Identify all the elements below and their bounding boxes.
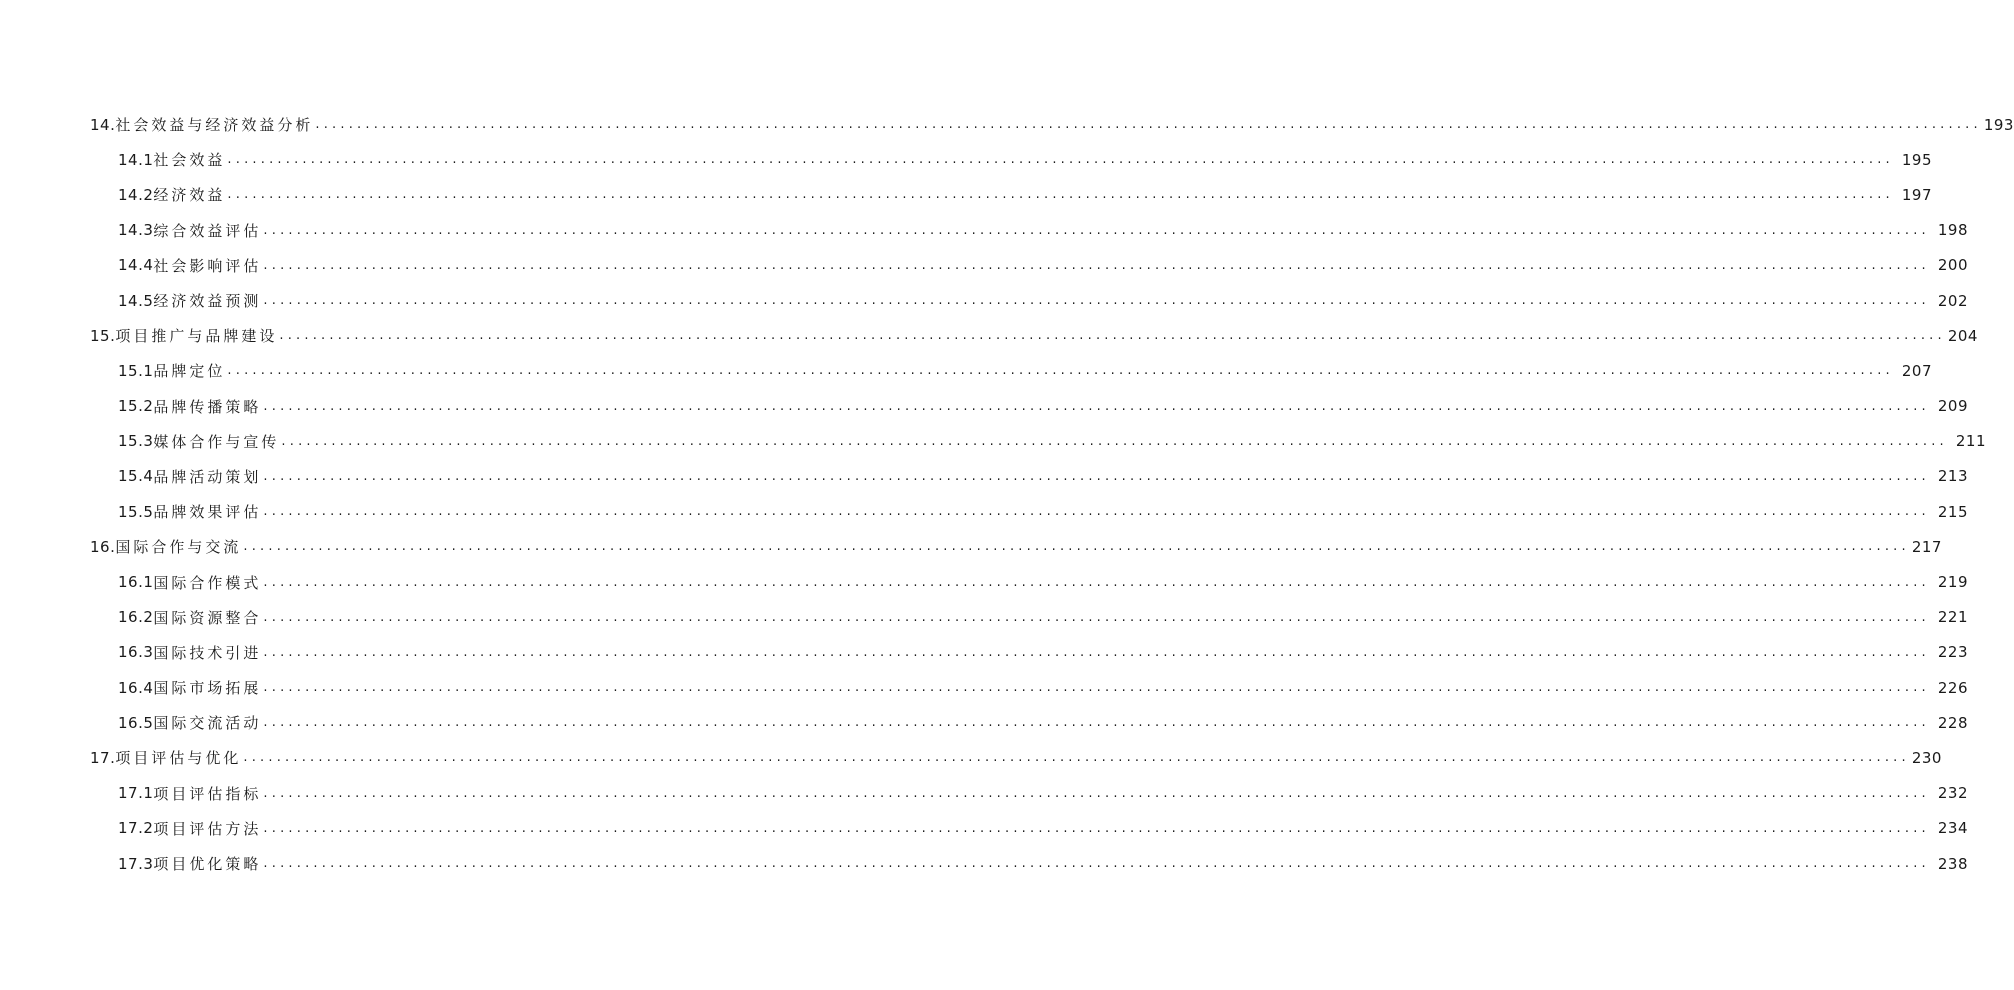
- toc-entry-page-number: 215: [1937, 502, 1969, 521]
- toc-section-entry[interactable]: [0, 353, 1933, 388]
- toc-chapter-entry[interactable]: [0, 740, 1942, 775]
- toc-entry-number: 17.2: [118, 819, 154, 838]
- toc-entry-number: 15.: [90, 326, 116, 345]
- toc-dot-leader: ........................................................................................................................................................................................................: [243, 539, 1910, 555]
- toc-dot-leader: ........................................................................................................................................................................................................: [263, 644, 1930, 660]
- toc-dot-leader: ........................................................................................................................................................................................................: [263, 715, 1930, 731]
- toc-entry-number: 14.4: [118, 256, 154, 275]
- toc-entry-page-number: 230: [1911, 748, 1942, 767]
- toc-entry-page-number: 202: [1937, 291, 1969, 310]
- toc-entry-number: 14.: [90, 115, 116, 134]
- toc-entry-title: 国际合作模式: [153, 573, 262, 592]
- toc-entry-page-number: 200: [1937, 256, 1969, 275]
- toc-dot-leader: ........................................................................................................................................................................................................: [281, 433, 1948, 449]
- toc-entry-number: 16.3: [118, 643, 154, 662]
- toc-chapter-entry[interactable]: [0, 107, 2014, 142]
- toc-entry-title: 国际资源整合: [153, 608, 262, 627]
- toc-dot-leader: ........................................................................................................................................................................................................: [263, 574, 1930, 590]
- toc-entry-page-number: 219: [1937, 573, 1969, 592]
- toc-dot-leader: ........................................................................................................................................................................................................: [227, 152, 1894, 168]
- toc-dot-leader: ........................................................................................................................................................................................................: [263, 468, 1930, 484]
- toc-dot-leader: ........................................................................................................................................................................................................: [263, 293, 1930, 309]
- toc-entry-page-number: 204: [1947, 326, 1978, 345]
- toc-entry-page-number: 217: [1911, 537, 1942, 556]
- toc-entry-title: 经济效益预测: [153, 292, 262, 311]
- toc-entry-page-number: 195: [1901, 150, 1933, 169]
- toc-entry-number: 15.2: [118, 397, 154, 416]
- toc-section-entry[interactable]: [0, 459, 1969, 494]
- toc-dot-leader: ........................................................................................................................................................................................................: [263, 398, 1930, 414]
- toc-entry-number: 16.2: [118, 608, 154, 627]
- toc-dot-leader: ........................................................................................................................................................................................................: [263, 820, 1930, 836]
- toc-entry-number: 15.1: [118, 361, 154, 380]
- toc-entry-number: 14.1: [118, 150, 154, 169]
- toc-entry-page-number: 234: [1937, 819, 1969, 838]
- toc-section-entry[interactable]: [0, 564, 1969, 599]
- toc-section-entry[interactable]: [0, 283, 1969, 318]
- toc-entry-title: 国际市场拓展: [153, 679, 262, 698]
- toc-section-entry[interactable]: [0, 635, 1969, 670]
- toc-entry-page-number: 198: [1937, 221, 1969, 240]
- toc-entry-number: 14.3: [118, 221, 154, 240]
- toc-entry-title: 项目评估与优化: [115, 749, 242, 768]
- toc-entry-number: 15.5: [118, 502, 154, 521]
- toc-entry-title: 品牌活动策划: [153, 467, 262, 486]
- toc-dot-leader: ........................................................................................................................................................................................................: [243, 750, 1910, 766]
- toc-entry-title: 项目评估方法: [153, 819, 262, 838]
- toc-section-entry[interactable]: [0, 600, 1969, 635]
- toc-entry-number: 15.3: [118, 432, 154, 451]
- toc-dot-leader: ........................................................................................................................................................................................................: [263, 609, 1930, 625]
- toc-entry-title: 品牌定位: [153, 362, 226, 381]
- toc-dot-leader: ........................................................................................................................................................................................................: [263, 222, 1930, 238]
- toc-dot-leader: ........................................................................................................................................................................................................: [279, 328, 1946, 344]
- toc-section-entry[interactable]: [0, 142, 1933, 177]
- toc-entry-title: 品牌传播策略: [153, 397, 262, 416]
- toc-dot-leader: ........................................................................................................................................................................................................: [263, 504, 1930, 520]
- toc-section-entry[interactable]: [0, 846, 1969, 881]
- toc-dot-leader: ........................................................................................................................................................................................................: [315, 117, 1982, 133]
- toc-entry-page-number: 209: [1937, 397, 1969, 416]
- toc-entry-number: 16.1: [118, 573, 154, 592]
- toc-entry-page-number: 213: [1937, 467, 1969, 486]
- toc-section-entry[interactable]: [0, 248, 1969, 283]
- table-of-contents: [0, 107, 2014, 881]
- toc-entry-page-number: 211: [1955, 432, 1987, 451]
- toc-dot-leader: ........................................................................................................................................................................................................: [263, 257, 1930, 273]
- toc-entry-page-number: 197: [1901, 185, 1933, 204]
- toc-entry-page-number: 228: [1937, 713, 1969, 732]
- toc-entry-number: 17.3: [118, 854, 154, 873]
- toc-dot-leader: ........................................................................................................................................................................................................: [263, 856, 1930, 872]
- toc-entry-number: 17.: [90, 748, 116, 767]
- toc-section-entry[interactable]: [0, 424, 1987, 459]
- toc-entry-title: 国际交流活动: [153, 714, 262, 733]
- toc-section-entry[interactable]: [0, 776, 1969, 811]
- toc-entry-title: 社会影响评估: [153, 256, 262, 275]
- toc-entry-number: 16.4: [118, 678, 154, 697]
- toc-section-entry[interactable]: [0, 177, 1933, 212]
- toc-chapter-entry[interactable]: [0, 318, 1978, 353]
- toc-entry-title: 经济效益: [153, 186, 226, 205]
- toc-chapter-entry[interactable]: [0, 529, 1942, 564]
- toc-entry-number: 16.5: [118, 713, 154, 732]
- toc-entry-page-number: 223: [1937, 643, 1969, 662]
- toc-section-entry[interactable]: [0, 705, 1969, 740]
- toc-entry-page-number: 226: [1937, 678, 1969, 697]
- toc-section-entry[interactable]: [0, 389, 1969, 424]
- toc-entry-title: 社会效益与经济效益分析: [115, 116, 314, 135]
- toc-entry-number: 15.4: [118, 467, 154, 486]
- toc-entry-page-number: 193: [1983, 115, 2014, 134]
- toc-entry-title: 品牌效果评估: [153, 503, 262, 522]
- toc-section-entry[interactable]: [0, 811, 1969, 846]
- toc-dot-leader: ........................................................................................................................................................................................................: [263, 785, 1930, 801]
- toc-entry-number: 14.2: [118, 185, 154, 204]
- toc-entry-number: 16.: [90, 537, 116, 556]
- toc-entry-title: 社会效益: [153, 151, 226, 170]
- toc-entry-title: 项目评估指标: [153, 784, 262, 803]
- toc-entry-number: 14.5: [118, 291, 154, 310]
- toc-section-entry[interactable]: [0, 494, 1969, 529]
- toc-dot-leader: ........................................................................................................................................................................................................: [227, 187, 1894, 203]
- toc-entry-page-number: 232: [1937, 784, 1969, 803]
- toc-entry-title: 综合效益评估: [153, 221, 262, 240]
- toc-entry-number: 17.1: [118, 784, 154, 803]
- toc-section-entry[interactable]: [0, 670, 1969, 705]
- toc-dot-leader: ........................................................................................................................................................................................................: [227, 363, 1894, 379]
- toc-entry-title: 国际合作与交流: [115, 538, 242, 557]
- toc-entry-title: 媒体合作与宣传: [153, 432, 280, 451]
- toc-dot-leader: ........................................................................................................................................................................................................: [263, 680, 1930, 696]
- toc-entry-title: 项目推广与品牌建设: [115, 327, 278, 346]
- toc-entry-page-number: 207: [1901, 361, 1933, 380]
- toc-entry-page-number: 221: [1937, 608, 1969, 627]
- toc-entry-title: 项目优化策略: [153, 855, 262, 874]
- toc-entry-page-number: 238: [1937, 854, 1969, 873]
- toc-section-entry[interactable]: [0, 213, 1969, 248]
- toc-entry-title: 国际技术引进: [153, 643, 262, 662]
